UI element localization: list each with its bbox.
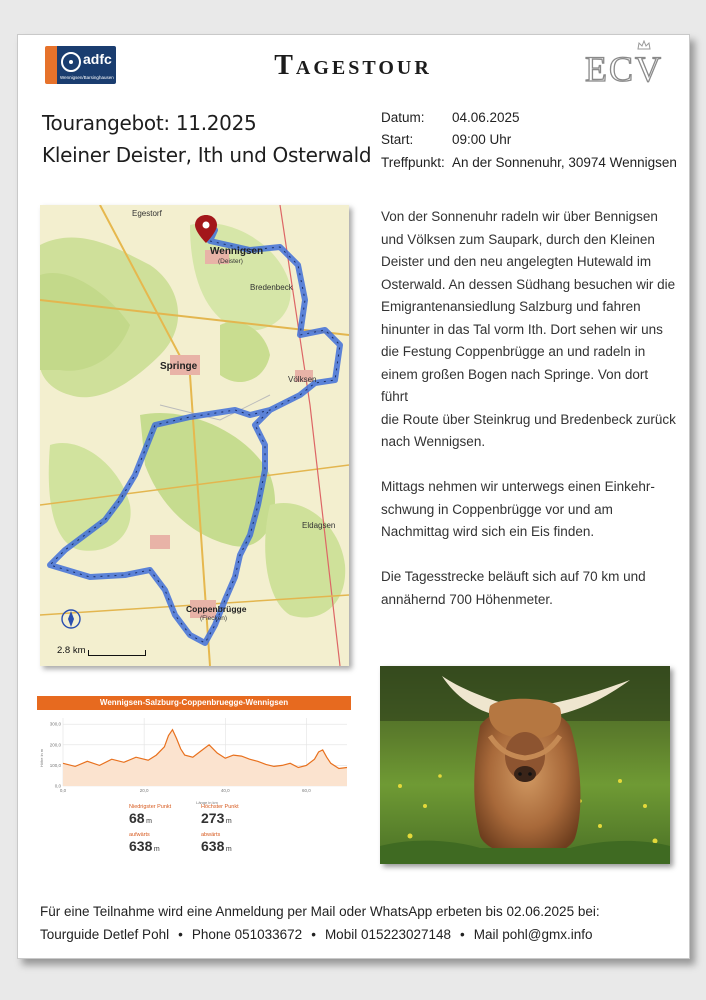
fact-label: Treffpunkt: (381, 154, 445, 170)
fact-label: Datum: (381, 109, 425, 125)
fact-label: Start: (381, 132, 414, 148)
contact-mobile[interactable]: Mobil 015223027148 (324, 926, 452, 942)
stat-label: aufwärts (129, 832, 150, 838)
ecv-logo-text: ECV (585, 49, 663, 89)
description-line: annähernd 700 Höhenmeter. (381, 591, 553, 607)
stat-unit: m (225, 846, 232, 853)
stats-highest (201, 804, 239, 860)
description-line: einem großen Bogen nach Springe. Von dort führt (381, 366, 649, 404)
x-tick-label: 40,0 (220, 788, 230, 793)
map-label-coppenbruegge-sub: (Flecken) (200, 615, 228, 622)
map-label-coppenbruegge: Coppenbrügge (186, 604, 247, 614)
stat-unit: m (225, 818, 232, 825)
profile-title: Wennigsen-Salzburg-Coppenbruegge-Wennigsen (37, 696, 351, 710)
stat-label: abwärts (201, 832, 221, 838)
contact-guide: Tourguide Detlef Pohl (40, 926, 170, 942)
description-line: Von der Sonnenuhr radeln wir über Bennigsen (381, 209, 658, 224)
description-line: und Völksen zum Saupark, durch den Kleinen (381, 231, 655, 247)
stat-value: 638 (129, 838, 153, 854)
bullet-separator: • (178, 926, 183, 942)
map-label-egestorf: Egestorf (132, 209, 162, 218)
stat-unit: m (146, 818, 152, 825)
adfc-logo (45, 46, 116, 84)
tour-heading (42, 107, 371, 171)
fact-value: 09:00 Uhr (452, 132, 512, 148)
map-canvas (40, 205, 349, 666)
description-line: Mittags nehmen wir unterwegs einen Einkehr- (381, 479, 655, 494)
fact-start (381, 129, 677, 152)
x-tick-label: 60,0 (302, 788, 311, 793)
x-tick-label: 20,0 (139, 788, 149, 793)
stats-lowest (129, 804, 171, 860)
map-scale-label: 2.8 km (57, 645, 86, 656)
ecv-logo (579, 40, 669, 89)
elevation-profile (37, 696, 351, 862)
description-line: die Route über Steinkrug und Bredenbeck zurück (381, 411, 676, 427)
map-label-wennigsen: Wennigsen (210, 246, 264, 257)
profile-area (63, 730, 347, 786)
x-tick-label: 0,0 (59, 788, 67, 793)
contact-phone[interactable]: Phone 051033672 (191, 926, 303, 942)
registration-note: Für eine Teilnahme wird eine Anmeldung per Mail oder WhatsApp erbeten bis 02.06.2025 bei: (40, 904, 600, 919)
description-line: Deister und den neu angelegten Hutewald im (381, 254, 652, 269)
stat-value: 68 (129, 810, 145, 826)
stat-label: Höchster Punkt (201, 804, 239, 810)
description-line: Emigrantenansiedlung Salzburg und fahren (381, 299, 641, 314)
description-paragraph-3 (381, 566, 677, 611)
description-line: die Festung Coppenbrügge an und radeln in (381, 344, 646, 359)
profile-y-axis-label: Höhe in m (39, 748, 44, 768)
tour-description (381, 206, 677, 634)
adfc-logo-brand: adfc (83, 51, 112, 67)
stat-value: 273 (201, 810, 225, 826)
fact-value: 04.06.2025 (452, 109, 520, 125)
tour-facts (381, 106, 677, 174)
description-paragraph-2 (381, 476, 677, 544)
map-scale (57, 644, 146, 656)
description-line: nach Wennigsen. (381, 434, 486, 449)
fact-date (381, 106, 677, 129)
y-tick-label: 100,0 (49, 762, 61, 768)
description-line: Osterwald. An dessen Südhang besuchen wir die (381, 276, 676, 292)
y-tick-label: 0,0 (54, 783, 61, 789)
map-label-springe: Springe (160, 361, 198, 372)
description-paragraph-1 (381, 206, 677, 454)
contact-mail[interactable]: Mail pohl@gmx.info (473, 926, 593, 942)
y-tick-label: 200,0 (49, 742, 61, 748)
map-label-bredenbeck: Bredenbeck (250, 283, 293, 292)
map-label-wennigsen-sub: (Deister) (218, 258, 243, 265)
highland-cattle-photo (380, 666, 670, 864)
tour-name: Kleiner Deister, Ith und Osterwald (42, 143, 372, 167)
profile-x-axis-label: Länge in km (196, 800, 218, 805)
bullet-separator: • (460, 926, 465, 942)
bullet-separator: • (311, 926, 316, 942)
description-line: Die Tagesstrecke beläuft sich auf 70 km und (381, 569, 646, 584)
stat-unit: m (153, 846, 160, 853)
y-tick-label: 300,0 (49, 721, 61, 727)
route-map (40, 205, 349, 666)
fact-value: An der Sonnenuhr, 30974 Wennigsen (452, 154, 677, 170)
page-title: Tagestour (274, 50, 432, 81)
adfc-logo-sub: Wennigsen/Barsinghausen (60, 75, 114, 80)
fact-meeting-point (381, 151, 677, 174)
description-line: hinunter in das Tal vorm Ith. Dort sehen wir uns (381, 321, 663, 337)
map-scale-bar (88, 650, 146, 656)
contact-line (40, 924, 600, 947)
map-label-eldagsen: Eldagsen (302, 521, 336, 530)
tour-offer: Tourangebot: 11.2025 (42, 111, 257, 135)
profile-chart (37, 710, 351, 806)
wheel-icon (61, 52, 81, 72)
description-line: Nachmittag wird sich ein Eis finden. (381, 524, 595, 539)
description-line: schwung in Coppenbrügge vor und am (381, 501, 613, 517)
highland-cattle-image (380, 666, 670, 864)
stat-value: 638 (201, 838, 225, 854)
stat-label: Niedrigster Punkt (129, 804, 172, 810)
registration-footer (40, 901, 600, 946)
map-label-voelksen: Völksen (288, 375, 317, 384)
